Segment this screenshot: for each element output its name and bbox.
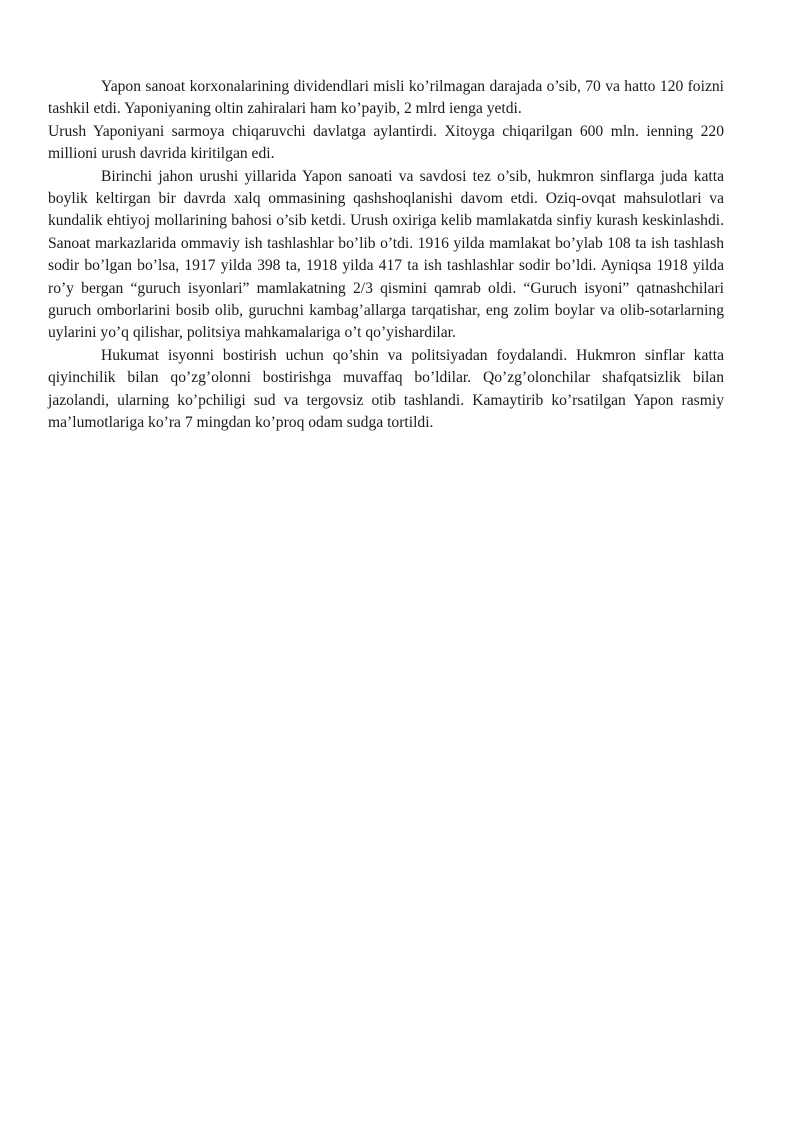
paragraph-dividends: Yapon sanoat korxonalarining dividendlari misli ko’rilmagan darajada o’sib, 70 va hatto 120 foizni tashkil etdi. Yaponiyaning oltin zahiralari ham ko’payib, 2 mlrd ienga yetdi. <box>48 78 724 118</box>
paragraph-suppression: Hukumat isyonni bostirish uchun qo’shin va politsiyadan foydalandi. Hukmron sinflar katta qiyinchilik bilan qo’zg’olonni bostirishga muvaffaq bo’ldilar. Qo’zg’olonchilar shafqatsizlik bilan jazolandi, ularning ko’pchiligi sud va tergovsiz otib tashlandi. Kamaytirib ko’rsatilgan Yapon rasmiy ma’lumotlariga ko’ra 7 mingdan ko’proq odam sudga tortildi. <box>48 346 724 432</box>
paragraph-capital-export: Urush Yaponiyani sarmoya chiqaruvchi davlatga aylantirdi. Xitoyga chiqarilgan 600 mln. ienning 220 millioni urush davrida kiritilgan edi. <box>48 122 724 163</box>
paragraph-class-struggle: Birinchi jahon urushi yillarida Yapon sanoati va savdosi tez o’sib, hukmron sinflarga juda katta boylik keltirgan bir davrda xalq ommasining qashshoqlanishi davom etdi. Oziq-ovqat mahsulotlari va kundalik ehtiyoj mollarining bahosi o’sib ketdi. Urush oxiriga kelib mamlakatda sinfiy kurash keskinlashdi. Sanoat markazlarida ommaviy ish tashlashlar bo’lib o’tdi. 1916 yilda mamlakat bo’ylab 108 ta ish tashlash sodir bo’lgan bo’lsa, 1917 yilda 398 ta, 1918 yilda 417 ta ish tashlashlar sodir bo’ldi. Ayniqsa 1918 yilda ro’y bergan “guruch isyonlari” mamlakatning 2/3 qismini qamrab oldi. “Guruch isyoni” qatnashchilari guruch omborlarini bosib olib, guruchni kambag’allarga tarqatishar, eng zolim boylar va olib-sotarlarning uylarini yo’q qilishar, politsiya mahkamalariga o’t qo’yishardilar. <box>48 167 724 342</box>
document-page <box>48 76 724 435</box>
